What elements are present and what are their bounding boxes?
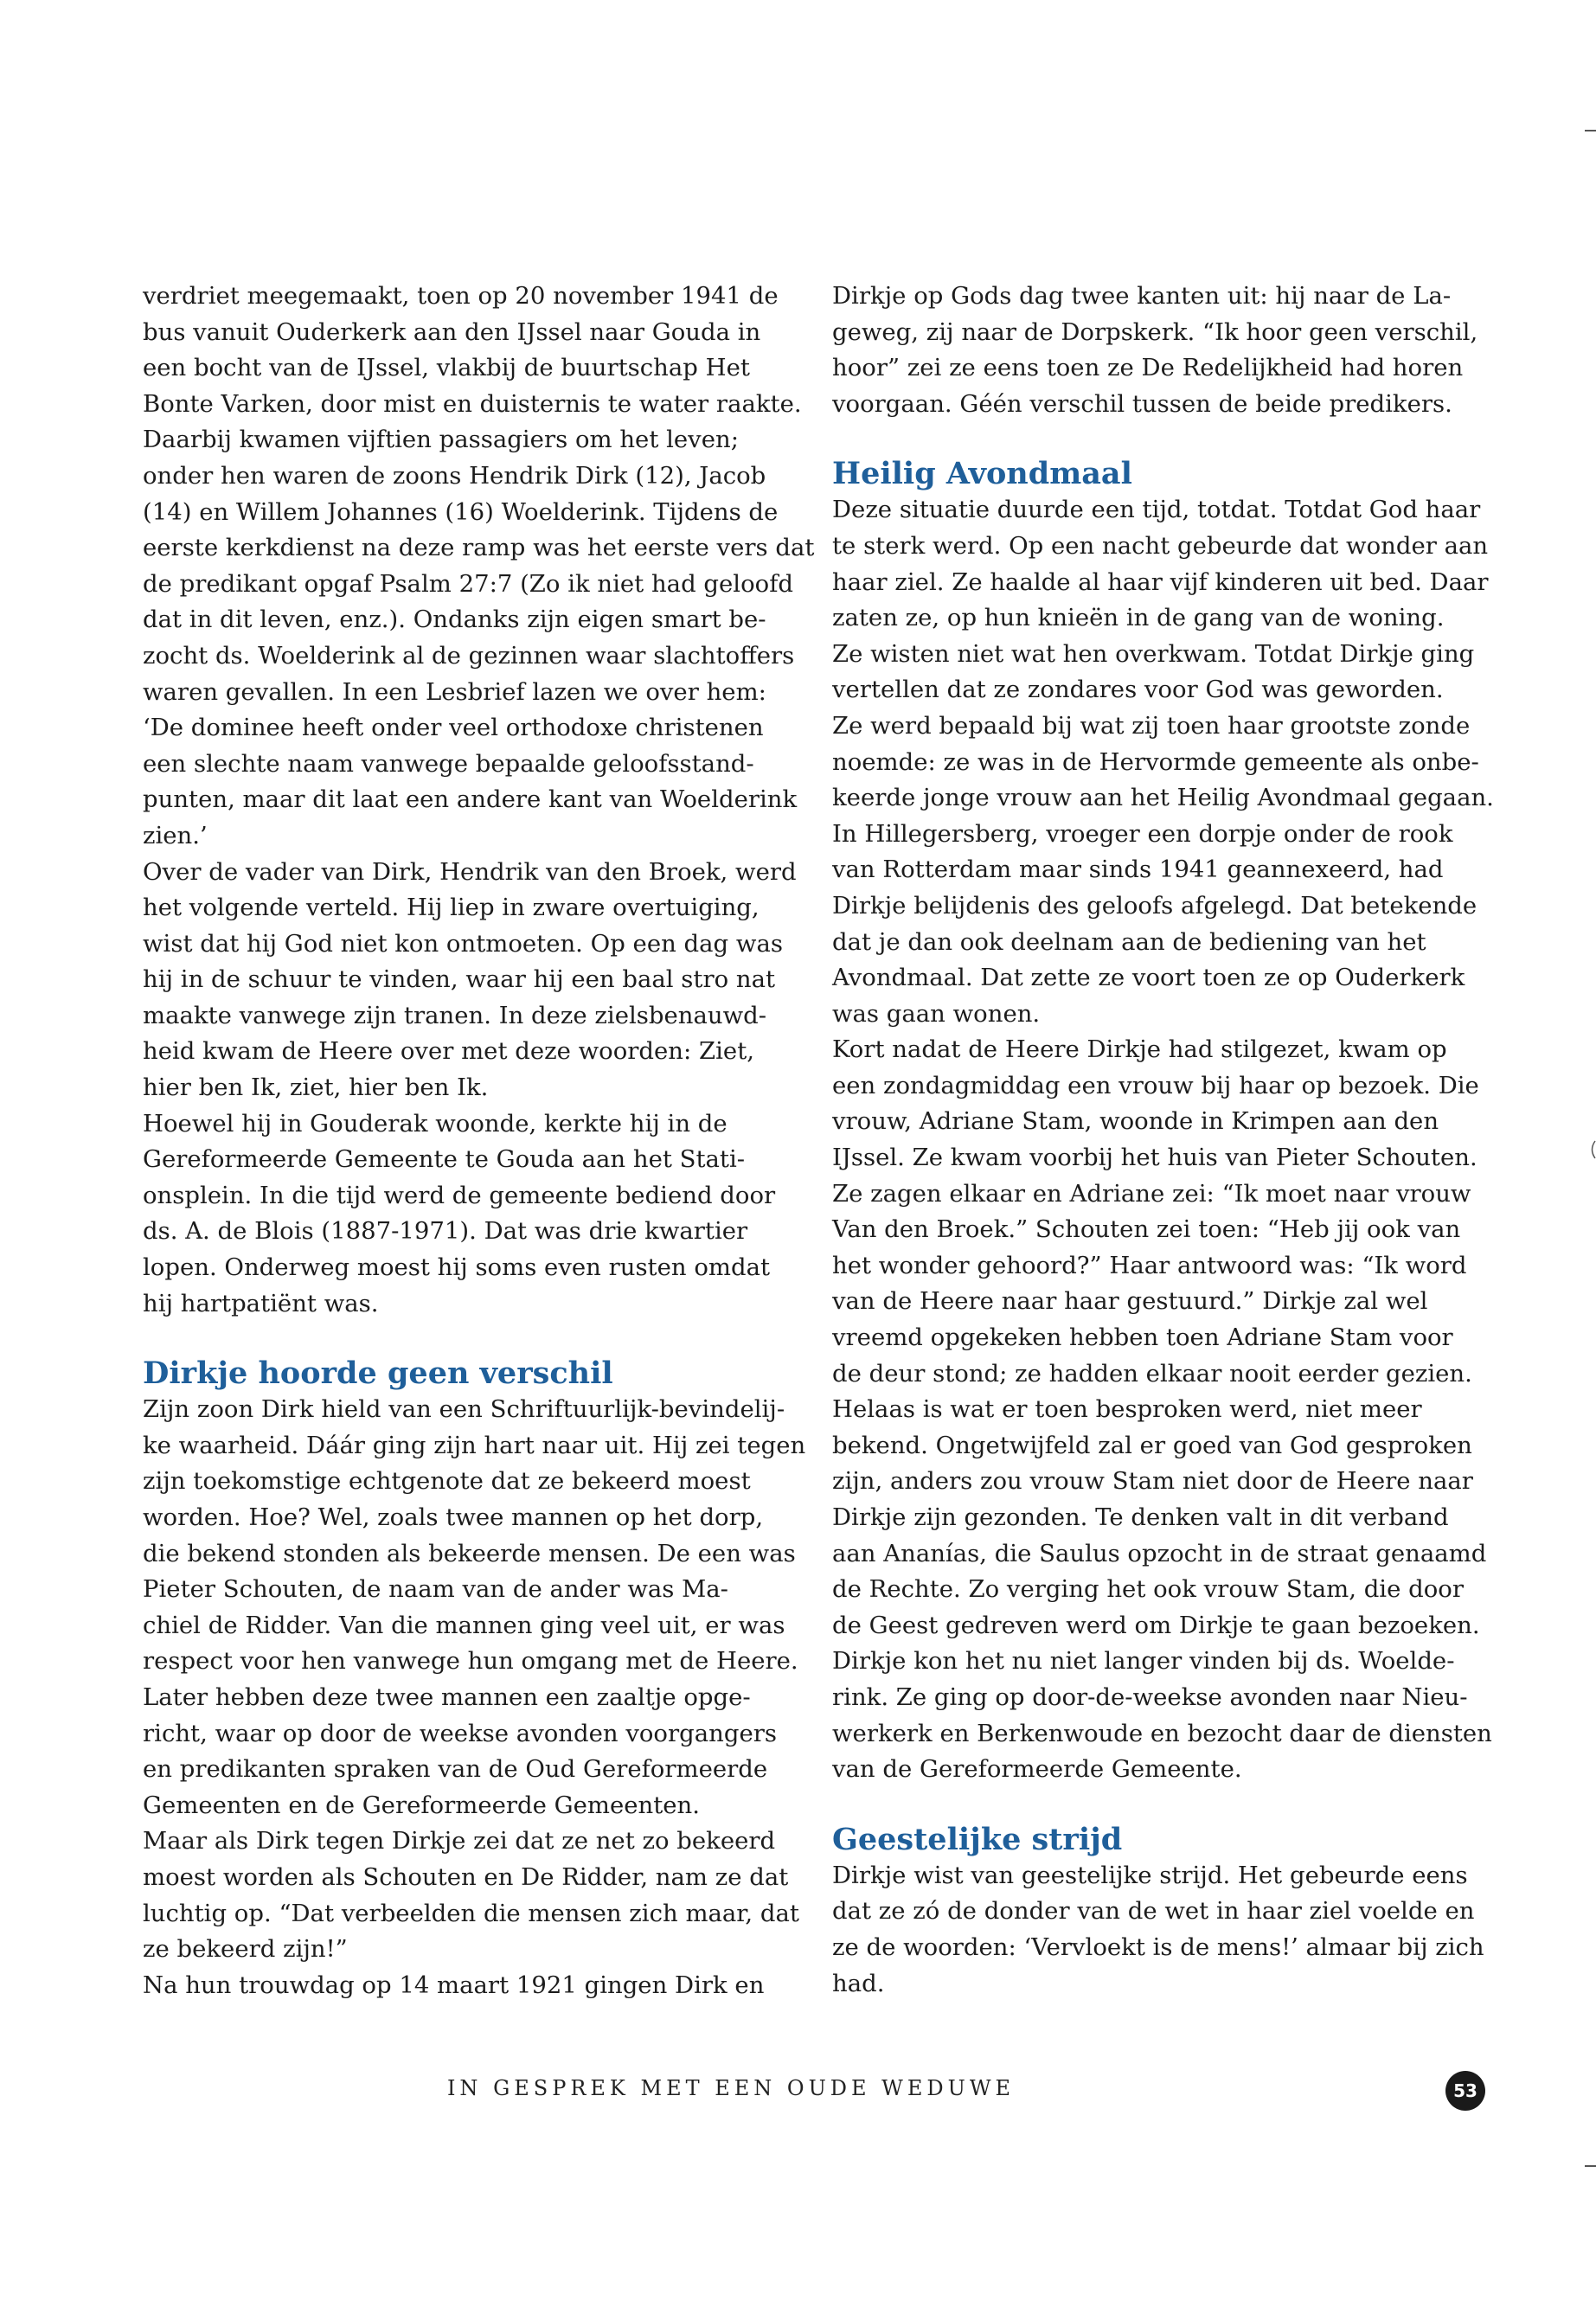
paragraph bbox=[832, 279, 1490, 422]
section-heading: Dirkje hoorde geen verschil bbox=[143, 1356, 613, 1392]
text-line: de Rechte. Zo verging het ook vrouw Stam, die door bbox=[832, 1575, 1464, 1604]
text-line: Later hebben deze twee mannen een zaaltje opge- bbox=[143, 1682, 751, 1711]
text-line: Helaas is wat er toen besproken werd, niet meer bbox=[832, 1395, 1422, 1424]
text-line: een bocht van de IJssel, vlakbij de buurtschap Het bbox=[143, 354, 750, 382]
text-line: lopen. Onderweg moest hij soms even rusten omdat bbox=[143, 1253, 771, 1282]
crop-mark-bottom bbox=[1585, 2165, 1596, 2167]
text-line: Bonte Varken, door mist en duisternis te water raakte. bbox=[143, 389, 802, 418]
text-line: chiel de Ridder. Van die mannen ging veel uit, er was bbox=[143, 1611, 785, 1639]
text-line: onsplein. In die tijd werd de gemeente bediend door bbox=[143, 1181, 776, 1209]
text-line: Avondmaal. Dat zette ze voort toen ze op Ouderkerk bbox=[832, 964, 1465, 992]
text-line: zien.’ bbox=[143, 821, 208, 849]
text-line: Pieter Schouten, de naam van de ander was Ma- bbox=[143, 1575, 728, 1604]
text-line: van de Gereformeerde Gemeente. bbox=[832, 1755, 1242, 1784]
text-line: punten, maar dit laat een andere kant van Woelderink bbox=[143, 785, 798, 814]
text-line: bekend. Ongetwijfeld zal er goed van God gesproken bbox=[832, 1431, 1472, 1459]
text-line: vrouw, Adriane Stam, woonde in Krimpen aan den bbox=[832, 1107, 1439, 1136]
text-line: worden. Hoe? Wel, zoals twee mannen op het dorp, bbox=[143, 1503, 764, 1531]
text-line: Ze werd bepaald bij wat zij toen haar grootste zonde bbox=[832, 711, 1471, 740]
text-line: Ze wisten niet wat hen overkwam. Totdat Dirkje ging bbox=[832, 639, 1475, 668]
text-line: Dirkje belijdenis des geloofs afgelegd. Dat betekende bbox=[832, 891, 1477, 920]
text-line: maakte vanwege zijn tranen. In deze zielsbenauwd- bbox=[143, 1001, 767, 1029]
running-footer-title: IN GESPREK MET EEN OUDE WEDUWE bbox=[446, 2076, 1016, 2100]
paragraph bbox=[143, 1968, 800, 2004]
text-line: onder hen waren de zoons Hendrik Dirk (12), Jacob bbox=[143, 461, 766, 490]
text-line: het wonder gehoord?” Haar antwoord was: “Ik word bbox=[832, 1251, 1467, 1279]
text-line: Na hun trouwdag op 14 maart 1921 gingen Dirk en bbox=[143, 1971, 765, 1999]
text-line: de deur stond; ze hadden elkaar nooit eerder gezien. bbox=[832, 1359, 1472, 1388]
text-line: Gereformeerde Gemeente te Gouda aan het Stati- bbox=[143, 1145, 746, 1174]
text-line: Dirkje kon het nu niet langer vinden bij ds. Woelde- bbox=[832, 1647, 1455, 1676]
text-line: Zijn zoon Dirk hield van een Schriftuurlijk-bevindelij- bbox=[143, 1395, 785, 1424]
text-line: keerde jonge vrouw aan het Heilig Avondmaal gegaan. bbox=[832, 784, 1494, 812]
text-line: moest worden als Schouten en De Ridder, nam ze dat bbox=[143, 1862, 789, 1891]
paragraph bbox=[832, 492, 1490, 708]
text-line: was gaan wonen. bbox=[832, 999, 1041, 1028]
text-line: dat ze zó de donder van de wet in haar ziel voelde en bbox=[832, 1897, 1475, 1926]
paragraph bbox=[143, 1392, 806, 1823]
text-line: vertellen dat ze zondares voor God was geworden. bbox=[832, 676, 1444, 704]
text-line: de Geest gedreven werd om Dirkje te gaan bezoeken. bbox=[832, 1611, 1480, 1639]
text-line: dat in dit leven, enz.). Ondanks zijn eigen smart be- bbox=[143, 606, 766, 634]
text-line: ke waarheid. Dáár ging zijn hart naar uit. Hij zei tegen bbox=[143, 1431, 806, 1459]
text-line: Ze zagen elkaar en Adriane zei: “Ik moet naar vrouw bbox=[832, 1179, 1471, 1208]
section-heading: Geestelijke strijd bbox=[832, 1821, 1123, 1857]
text-line: had. bbox=[832, 1969, 885, 1997]
text-line: In Hillegersberg, vroeger een dorpje onder de rook bbox=[832, 819, 1453, 848]
text-line: van Rotterdam maar sinds 1941 geannexeerd, had bbox=[832, 856, 1444, 884]
text-line: haar ziel. Ze haalde al haar vijf kinderen uit bed. Daar bbox=[832, 567, 1489, 596]
text-line: vreemd opgekeken hebben toen Adriane Stam voor bbox=[832, 1324, 1453, 1352]
text-line: een zondagmiddag een vrouw bij haar op bezoek. Die bbox=[832, 1071, 1479, 1099]
text-line: rink. Ze ging op door-de-weekse avonden naar Nieu- bbox=[832, 1682, 1468, 1711]
text-line: Dirkje op Gods dag twee kanten uit: hij naar de La- bbox=[832, 282, 1452, 310]
text-line: (14) en Willem Johannes (16) Woelderink. Tijdens de bbox=[143, 497, 779, 526]
text-line: Daarbij kwamen vijftien passagiers om het leven; bbox=[143, 426, 739, 454]
page-number: 53 bbox=[1445, 2071, 1485, 2111]
section-gap bbox=[143, 1322, 800, 1355]
text-line: Dirkje wist van geestelijke strijd. Het gebeurde eens bbox=[832, 1861, 1468, 1889]
text-line: bus vanuit Ouderkerk aan den IJssel naar Gouda in bbox=[143, 317, 761, 346]
text-line: hij in de schuur te vinden, waar hij een baal stro nat bbox=[143, 965, 776, 994]
text-line: zocht ds. Woelderink al de gezinnen waar slachtoffers bbox=[143, 641, 795, 670]
text-line: geweg, zij naar de Dorpskerk. “Ik hoor geen verschil, bbox=[832, 317, 1478, 346]
text-line: Kort nadat de Heere Dirkje had stilgezet, kwam op bbox=[832, 1035, 1447, 1064]
text-line: Hoewel hij in Gouderak woonde, kerkte hij in de bbox=[143, 1109, 727, 1138]
text-line: van de Heere naar haar gestuurd.” Dirkje zal wel bbox=[832, 1287, 1428, 1316]
text-line: waren gevallen. In een Lesbrief lazen we over hem: bbox=[143, 677, 766, 706]
text-line: Gemeenten en de Gereformeerde Gemeenten. bbox=[143, 1791, 700, 1819]
text-line: noemde: ze was in de Hervormde gemeente als onbe- bbox=[832, 747, 1479, 776]
text-line: het volgende verteld. Hij liep in zware overtuiging, bbox=[143, 894, 760, 922]
text-line: wist dat hij God niet kon ontmoeten. Op een dag was bbox=[143, 929, 783, 958]
text-line: hier ben Ik, ziet, hier ben Ik. bbox=[143, 1074, 489, 1102]
text-line: zaten ze, op hun knieën in de gang van de woning. bbox=[832, 604, 1445, 632]
text-line: verdriet meegemaakt, toen op 20 november 1941 de bbox=[143, 282, 779, 310]
text-line: eerste kerkdienst na deze ramp was het eerste vers dat bbox=[143, 534, 815, 562]
text-line: werkerk en Berkenwoude en bezocht daar de diensten bbox=[832, 1719, 1492, 1747]
text-line: luchtig op. “Dat verbeelden die mensen zich maar, dat bbox=[143, 1899, 799, 1927]
paragraph bbox=[832, 1858, 1490, 2002]
text-line: aan Ananías, die Saulus opzocht in de straat genaamd bbox=[832, 1539, 1487, 1567]
text-line: IJssel. Ze kwam voorbij het huis van Pieter Schouten. bbox=[832, 1144, 1477, 1172]
text-line: te sterk werd. Op een nacht gebeurde dat wonder aan bbox=[832, 531, 1489, 560]
paragraph bbox=[143, 1106, 800, 1323]
text-line: ‘De dominee heeft onder veel orthodoxe christenen bbox=[143, 714, 764, 742]
paragraph bbox=[832, 708, 1494, 1032]
right-column bbox=[832, 279, 1494, 2002]
registration-mark bbox=[1588, 1140, 1596, 1159]
paragraph bbox=[143, 279, 815, 855]
text-line: een slechte naam vanwege bepaalde geloofsstand- bbox=[143, 749, 754, 778]
text-line: ds. A. de Blois (1887-1971). Dat was drie kwartier bbox=[143, 1217, 748, 1246]
text-line: die bekend stonden als bekeerde mensen. De een was bbox=[143, 1539, 796, 1567]
text-line: de predikant opgaf Psalm 27:7 (Zo ik niet had geloofd bbox=[143, 569, 793, 598]
text-line: Maar als Dirk tegen Dirkje zei dat ze net zo bekeerd bbox=[143, 1827, 776, 1856]
text-line: hoor” zei ze eens toen ze De Redelijkheid had horen bbox=[832, 354, 1464, 382]
text-line: Over de vader van Dirk, Hendrik van den Broek, werd bbox=[143, 857, 797, 886]
text-line: dat je dan ook deelnam aan de bediening van het bbox=[832, 927, 1426, 956]
text-line: ze de woorden: ‘Vervloekt is de mens!’ almaar bij zich bbox=[832, 1932, 1484, 1961]
text-line: Deze situatie duurde een tijd, totdat. Totdat God haar bbox=[832, 496, 1481, 524]
section-gap bbox=[832, 1788, 1490, 1821]
text-line: hij hartpatiënt was. bbox=[143, 1289, 379, 1317]
text-line: ze bekeerd zijn!” bbox=[143, 1935, 348, 1964]
paragraph bbox=[832, 1032, 1490, 1787]
text-line: Van den Broek.” Schouten zei toen: “Heb jij ook van bbox=[832, 1215, 1461, 1244]
text-line: zijn toekomstige echtgenote dat ze bekeerd moest bbox=[143, 1467, 751, 1496]
text-line: respect voor hen vanwege hun omgang met de Heere. bbox=[143, 1647, 798, 1676]
paragraph bbox=[143, 1823, 800, 1967]
crop-mark-top bbox=[1585, 130, 1596, 131]
text-line: richt, waar op door de weekse avonden voorgangers bbox=[143, 1719, 777, 1747]
left-column bbox=[143, 279, 815, 2003]
text-line: Dirkje zijn gezonden. Te denken valt in dit verband bbox=[832, 1503, 1449, 1531]
text-line: voorgaan. Géén verschil tussen de beide predikers. bbox=[832, 389, 1452, 418]
text-line: heid kwam de Heere over met deze woorden: Ziet, bbox=[143, 1037, 754, 1066]
section-gap bbox=[832, 422, 1490, 455]
text-line: zijn, anders zou vrouw Stam niet door de Heere naar bbox=[832, 1467, 1473, 1496]
text-line: en predikanten spraken van de Oud Gereformeerde bbox=[143, 1755, 768, 1784]
paragraph bbox=[143, 855, 800, 1106]
section-heading: Heilig Avondmaal bbox=[832, 456, 1132, 492]
